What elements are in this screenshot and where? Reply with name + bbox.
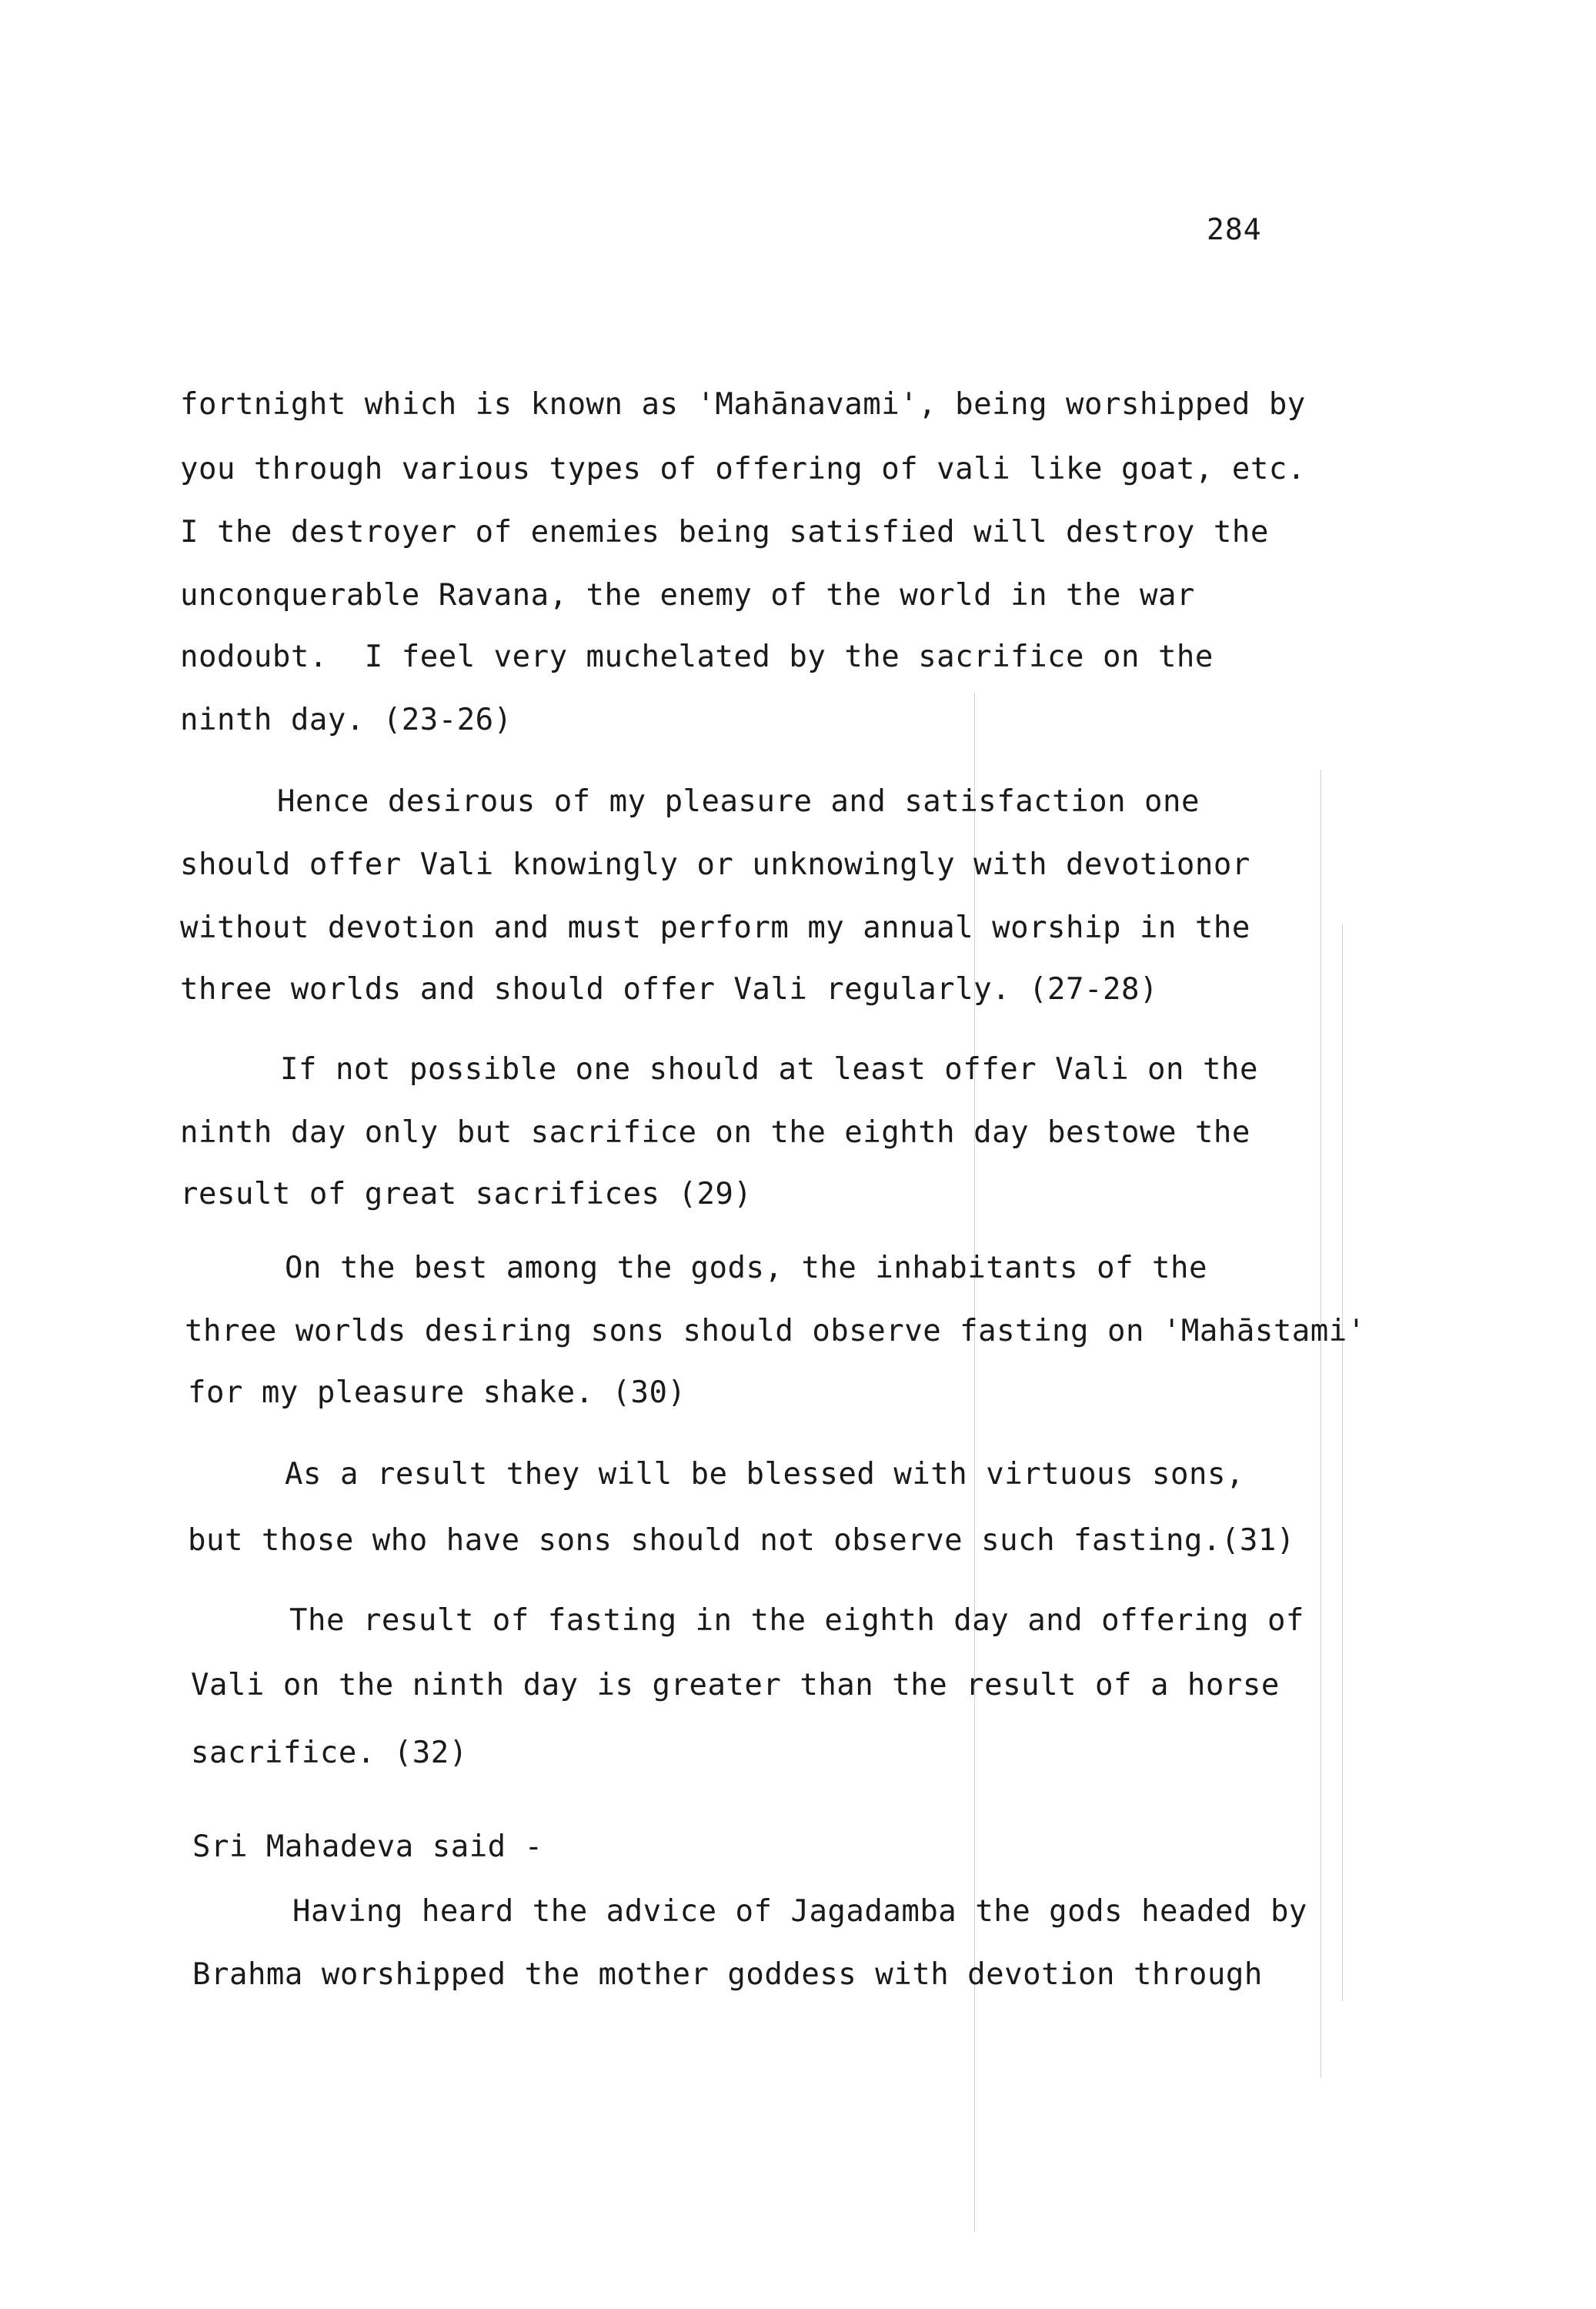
text-line: three worlds and should offer Vali regularly. (27-28) xyxy=(180,972,1158,1007)
text-line: without devotion and must perform my annual worship in the xyxy=(180,911,1250,945)
text-line: should offer Vali knowingly or unknowingly with devotionor xyxy=(180,847,1250,882)
text-line: Brahma worshipped the mother goddess with devotion through xyxy=(192,1957,1263,1992)
text-line: fortnight which is known as 'Mahānavami', being worshipped by xyxy=(180,387,1306,422)
scan-artifact xyxy=(974,693,975,2232)
text-line: If not possible one should at least offer Vali on the xyxy=(280,1052,1258,1087)
text-line: Hence desirous of my pleasure and satisfaction one xyxy=(277,784,1200,819)
text-line: you through various types of offering of vali like goat, etc. xyxy=(180,452,1306,486)
page-number: 284 xyxy=(1207,212,1262,246)
text-line: The result of fasting in the eighth day and offering of xyxy=(289,1603,1304,1638)
text-line: three worlds desiring sons should observe fasting on 'Mahāstami' xyxy=(185,1314,1366,1348)
text-line: I the destroyer of enemies being satisfied will destroy the xyxy=(180,515,1269,550)
text-line: unconquerable Ravana, the enemy of the world in the war xyxy=(180,578,1195,613)
text-line: Vali on the ninth day is greater than the result of a horse xyxy=(191,1668,1280,1703)
text-line: Having heard the advice of Jagadamba the gods headed by xyxy=(292,1894,1307,1929)
text-line: result of great sacrifices (29) xyxy=(180,1177,753,1211)
scan-artifact xyxy=(1342,924,1343,2001)
text-line: On the best among the gods, the inhabitants of the xyxy=(285,1251,1207,1285)
text-line: Sri Mahadeva said - xyxy=(192,1829,543,1864)
text-line: As a result they will be blessed with virtuous sons, xyxy=(285,1457,1244,1492)
text-line: ninth day. (23-26) xyxy=(180,703,513,737)
text-line: ninth day only but sacrifice on the eighth day bestowe the xyxy=(180,1115,1250,1150)
text-line: but those who have sons should not observe such fasting.(31) xyxy=(188,1523,1295,1558)
text-line: sacrifice. (32) xyxy=(191,1736,468,1770)
text-line: nodoubt. I feel very muchelated by the sacrifice on the xyxy=(180,640,1214,674)
text-line: for my pleasure shake. (30) xyxy=(188,1375,686,1410)
